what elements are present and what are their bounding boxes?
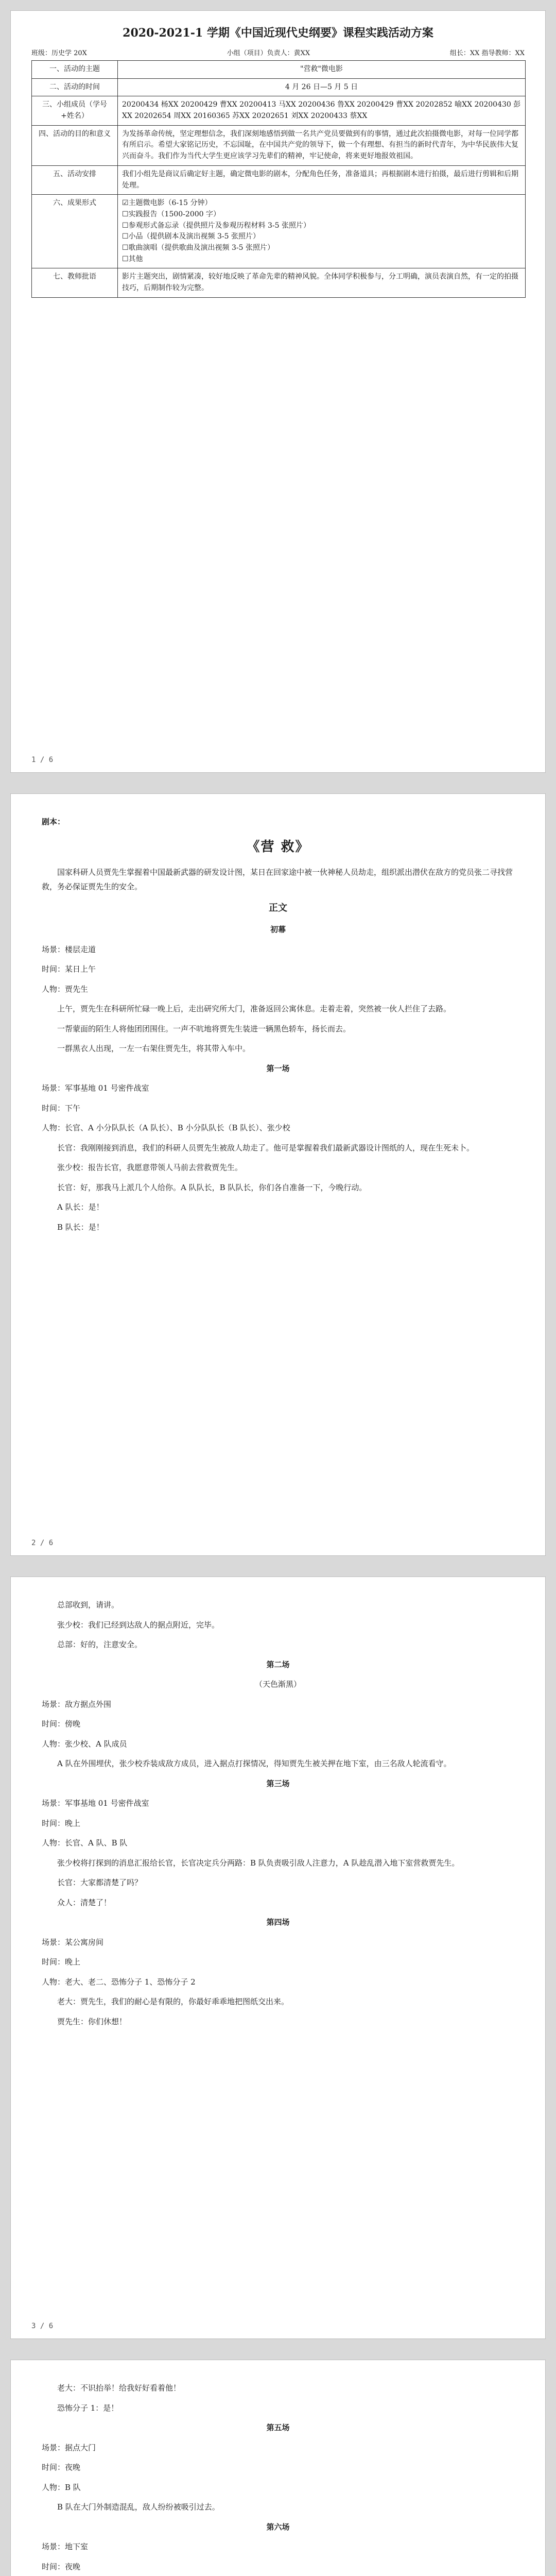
script-line: B 队长：是！ [57,1222,104,1232]
table-row [32,268,526,297]
scene-meta: 时间：夜晚 [42,2562,81,2571]
scene-meta: 时间：下午 [42,1103,81,1113]
page-number: 2 / 6 [31,1539,54,1547]
form-option[interactable]: ☐其他 [122,255,143,263]
script-line: 一群黑衣人出现，一左一右架住贾先生，将其带入车中。 [57,1044,251,1054]
scene-title: 第三场 [266,1778,290,1788]
page-2 [10,793,546,1556]
table-row [32,78,526,96]
script-blocks [42,1598,514,2029]
scene-meta: 时间：某日上午 [42,964,96,974]
row-label: 七、教师批语 [32,268,118,297]
script-line: （天色渐黑） [254,1680,301,1689]
row-value: 为发扬革命传统，坚定理想信念，我们深刻地感悟到做一名共产党员要做到有的事情，通过此次拍摄微电影，对每一位同学都有所启示。希望大家铭记历史，不忘国耻，在中国共产党的领导下，做一个有理想、有担当的新时代青年，为中华民族伟大复兴而奋斗。我们作为当代大学生更应该学习先辈们的精神，牢记使命，将来更好地报效祖国。 [118,125,526,165]
row-value: 4 月 26 日—5 月 5 日 [118,78,526,96]
meta-leader: 小组（项目）负责人：黄XX [227,49,310,57]
row-value: "营救"微电影 [118,61,526,79]
scene-title: 初幕 [270,925,286,935]
script-line: 老大：贾先生，我们的耐心是有限的，你最好乖乖地把图纸交出来。 [57,1997,289,2006]
form-option[interactable]: ☐歌曲演唱（提供歌曲及演出视频 3-5 张照片） [122,243,274,252]
scene-title: 第六场 [266,2522,290,2532]
row-label: 二、活动的时间 [32,78,118,96]
script-line: 恐怖分子 1：是！ [57,2403,119,2413]
form-option[interactable]: ☑主题微电影（6-15 分钟） [122,199,212,208]
row-label: 四、活动的目的和意义 [32,125,118,165]
script-line: 总部收到，请讲。 [57,1600,119,1609]
scene-meta: 人物：B 队 [42,2482,81,2492]
scene-meta: 场景：地下室 [42,2542,89,2551]
script-line: 贾先生：你们休想！ [57,2016,127,2026]
scene-meta: 时间：夜晚 [42,2463,81,2472]
scene-meta: 人物：张少校、A 队成员 [42,1739,127,1749]
scene-meta: 场景：据点大门 [42,2443,96,2452]
page-content [11,1577,545,2055]
row-value: 我们小组先是商议后确定好主题，确定微电影的剧本，分配角色任务，准备道具；再根据剧本进行拍摄，最后进行剪辑和后期处理。 [118,165,526,194]
page-number: 1 / 6 [31,756,54,764]
row-label: 六、成果形式 [32,195,118,268]
form-option[interactable]: ☐实践报告（1500-2000 字） [122,210,220,218]
scene-meta: 人物：贾先生 [42,984,89,994]
scene-meta: 场景：敌方据点外围 [42,1699,112,1709]
script-line: 上午，贾先生在科研所忙碌一晚上后，走出研究所大门，准备返回公寓休息。走着走着，突然被一伙人拦住了去路。 [57,1004,451,1014]
script-line: 众人：清楚了！ [57,1897,112,1907]
table-row [32,195,526,268]
script-heading: 剧本： [42,817,65,826]
script-line: 一帮蒙面的陌生人将他团团围住。一声不吭地将贾先生装进一辆黑色轿车，扬长而去。 [57,1024,351,1033]
script-line: 长官：好，那我马上派几个人给你。A 队队长，B 队队长，你们各自准备一下，今晚行动。 [57,1182,367,1192]
page-number: 3 / 6 [31,2322,54,2330]
script-line: 老大：不识抬举！给我好好看着他！ [57,2383,181,2393]
form-option[interactable]: ☐小品（提供剧本及演出视频 3-5 张照片） [122,232,260,241]
table-row [32,61,526,79]
scene-title: 第四场 [266,1918,290,1927]
script-line: 张少校：我们已经到达敌人的据点附近，完毕。 [57,1620,220,1630]
scene-meta: 人物：老大、老二、恐怖分子 1、恐怖分子 2 [42,1977,196,1987]
page-1 [10,10,546,773]
scene-meta: 时间：晚上 [42,1818,81,1828]
plan-table [31,60,526,298]
row-label: 三、小组成员（学号+姓名） [32,96,118,125]
meta-class: 班级：历史学 20X [31,49,87,57]
script-blocks [42,942,514,1235]
row-label: 一、活动的主题 [32,61,118,79]
script-line: B 队在大门外制造混乱，敌人纷纷被吸引过去。 [57,2502,220,2512]
script-line: A 队在外围埋伏，张少校乔装成敌方成员，进入据点打探情况，得知贾先生被关押在地下室，由三名敌人轮流看守。 [57,1759,451,1768]
form-option[interactable]: ☐参观形式备忘录（提供照片及参观历程材料 3-5 张照片） [122,221,310,230]
script-line: 总部：好的，注意安全。 [57,1640,143,1649]
meta-line [31,47,525,57]
scene-title: 第一场 [266,1063,290,1073]
script-line: 长官：大家都清楚了吗？ [57,1878,143,1887]
scene-meta: 场景：楼层走道 [42,944,96,954]
table-row [32,165,526,194]
page-content [11,794,545,1260]
scene-meta: 场景：军事基地 01 号密件战室 [42,1083,149,1093]
scene-meta: 场景：军事基地 01 号密件战室 [42,1799,149,1808]
meta-teacher: 组长：XX 指导教师：XX [449,49,525,57]
scene-title: 第二场 [266,1659,290,1669]
page-4 [10,2360,546,2576]
section-zhengwen: 正文 [269,902,287,913]
row-value: 20200434 杨XX 20200429 曹XX 20200413 马XX 20200436 鲁XX 20200429 曹XX 20202852 喻XX 20200430 彭XX 20202654 周XX 20160365 苏XX 20202651 刘XX 20200433 蔡XX [118,96,526,125]
table-row [32,125,526,165]
script-intro: 国家科研人员贾先生掌握着中国最新武器的研发设计图，某日在回家途中被一伙神秘人员劫走，组织派出潜伏在敌方的党员张二寻找营救，务必保证贾先生的安全。 [42,867,513,892]
row-label: 五、活动安排 [32,165,118,194]
scene-meta: 场景：某公寓房间 [42,1937,104,1947]
script-line: 长官：我刚刚接到消息，我们的科研人员贾先生被敌人劫走了。他可是掌握着我们最新武器设计图纸的人，现在生死未卜。 [57,1143,475,1153]
document-title: 2020-2021-1 学期《中国近现代史纲要》课程实践活动方案 [123,26,433,40]
scene-meta: 时间：傍晚 [42,1719,81,1728]
scene-meta: 人物：长官、A 小分队队长（A 队长）、B 小分队队长（B 队长）、张少校 [42,1123,290,1133]
script-line: 张少校：报告长官，我愿意带领人马前去营救贾先生。 [57,1163,243,1173]
script-line: A 队长：是！ [57,1202,104,1212]
script-title: 《营 救》 [246,839,310,855]
script-line: 张少校将打探到的消息汇报给长官，长官决定兵分两路：B 队负责吸引敌人注意力，A 队趁乱潜入地下室营救贾先生。 [57,1858,460,1868]
scene-meta: 时间：晚上 [42,1957,81,1967]
form-options [118,195,526,268]
page-content [11,2360,545,2576]
script-blocks [42,2381,514,2576]
table-row [32,96,526,125]
scene-meta: 人物：长官、A 队、B 队 [42,1838,128,1848]
scene-title: 第五场 [266,2423,290,2432]
page-3 [10,1577,546,2339]
teacher-comment: 影片主题突出，剧情紧凑，较好地反映了革命先辈的精神风貌。全体同学积极参与，分工明确，演员表演自然，有一定的拍摄技巧，后期制作较为完整。 [118,268,526,297]
